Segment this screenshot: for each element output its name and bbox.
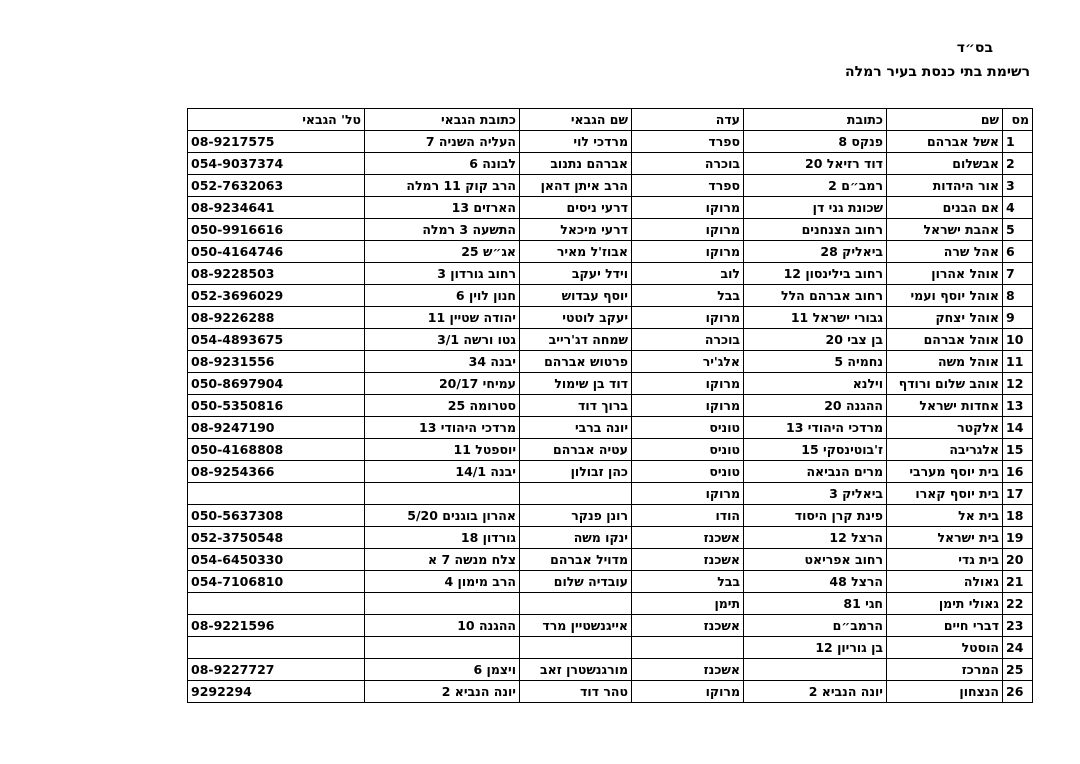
cell-gabbai-name [520, 593, 632, 615]
cell-number: 7 [1003, 263, 1033, 285]
table-row [188, 593, 1033, 615]
cell-community: הודו [632, 505, 744, 527]
cell-address: בן צבי 20 [744, 329, 887, 351]
cell-number: 23 [1003, 615, 1033, 637]
cell-address: שכונת גני דן [744, 197, 887, 219]
column-header-community: עדה [632, 109, 744, 131]
cell-number: 25 [1003, 659, 1033, 681]
cell-number: 26 [1003, 681, 1033, 703]
cell-community: אשכנז [632, 615, 744, 637]
cell-address: ההגנה 20 [744, 395, 887, 417]
cell-gabbai-phone: 08-9217575 [188, 131, 365, 153]
table-row [188, 373, 1033, 395]
table-row [188, 549, 1033, 571]
cell-gabbai-phone: 08-9234641 [188, 197, 365, 219]
cell-name: אוהל יצחק [887, 307, 1003, 329]
cell-community: לוב [632, 263, 744, 285]
cell-name: בית יוסף קארו [887, 483, 1003, 505]
cell-number: 13 [1003, 395, 1033, 417]
cell-name: בית יוסף מערבי [887, 461, 1003, 483]
table-row [188, 219, 1033, 241]
cell-community: ספרד [632, 131, 744, 153]
column-header-gabbai-phone: טל' הגבאי [188, 109, 365, 131]
cell-number: 8 [1003, 285, 1033, 307]
cell-gabbai-phone: 054-4893675 [188, 329, 365, 351]
table-row [188, 681, 1033, 703]
table-row [188, 131, 1033, 153]
cell-gabbai-name: יונה ברבי [520, 417, 632, 439]
cell-community: טוניס [632, 439, 744, 461]
cell-gabbai-phone: 052-3750548 [188, 527, 365, 549]
cell-number: 17 [1003, 483, 1033, 505]
cell-number: 5 [1003, 219, 1033, 241]
cell-gabbai-address: עמיחי 20/17 [365, 373, 520, 395]
cell-address: ביאליק 3 [744, 483, 887, 505]
cell-community: מרוקו [632, 241, 744, 263]
cell-gabbai-phone: 08-9247190 [188, 417, 365, 439]
cell-name: הוסטל [887, 637, 1003, 659]
table-row [188, 439, 1033, 461]
cell-name: בית אל [887, 505, 1003, 527]
table-row [188, 615, 1033, 637]
cell-community: אלג'יר [632, 351, 744, 373]
cell-gabbai-name: דוד בן שימול [520, 373, 632, 395]
cell-gabbai-address: יהודה שטיין 11 [365, 307, 520, 329]
cell-number: 15 [1003, 439, 1033, 461]
cell-community: אשכנז [632, 527, 744, 549]
cell-community [632, 637, 744, 659]
cell-name: אוהל אהרון [887, 263, 1003, 285]
table-row [188, 329, 1033, 351]
cell-gabbai-name: דרעי ניסים [520, 197, 632, 219]
cell-name: אם הבנים [887, 197, 1003, 219]
table-row [188, 241, 1033, 263]
table-row [188, 659, 1033, 681]
cell-gabbai-address: גורדון 18 [365, 527, 520, 549]
cell-gabbai-name: כהן זבולון [520, 461, 632, 483]
cell-gabbai-phone: 052-7632063 [188, 175, 365, 197]
cell-name: אהל שרה [887, 241, 1003, 263]
cell-gabbai-address: יבנה 34 [365, 351, 520, 373]
table-row [188, 175, 1033, 197]
cell-address: רחוב אברהם הלל [744, 285, 887, 307]
table-row [188, 417, 1033, 439]
synagogue-table [187, 108, 1033, 703]
cell-gabbai-phone: 050-4168808 [188, 439, 365, 461]
cell-address: בן גוריון 12 [744, 637, 887, 659]
cell-gabbai-address: הארזים 13 [365, 197, 520, 219]
cell-name: אוהב שלום ורודף [887, 373, 1003, 395]
column-header-address: כתובת [744, 109, 887, 131]
table-row [188, 285, 1033, 307]
cell-number: 19 [1003, 527, 1033, 549]
table-row [188, 263, 1033, 285]
cell-community: אשכנז [632, 549, 744, 571]
cell-gabbai-name: מרדכי לוי [520, 131, 632, 153]
table-header-row [188, 109, 1033, 131]
column-header-name: שם [887, 109, 1003, 131]
cell-gabbai-phone: 054-7106810 [188, 571, 365, 593]
cell-gabbai-address: רחוב גורדון 3 [365, 263, 520, 285]
cell-gabbai-address: יבנה 14/1 [365, 461, 520, 483]
cell-name: גאולה [887, 571, 1003, 593]
cell-address [744, 659, 887, 681]
cell-gabbai-phone: 050-9916616 [188, 219, 365, 241]
cell-number: 16 [1003, 461, 1033, 483]
cell-address: הרצל 48 [744, 571, 887, 593]
column-header-gabbai-address: כתובת הגבאי [365, 109, 520, 131]
cell-community: בוכרה [632, 153, 744, 175]
cell-community: טוניס [632, 461, 744, 483]
cell-number: 20 [1003, 549, 1033, 571]
cell-gabbai-name: מדויל אברהם [520, 549, 632, 571]
cell-gabbai-address: אג״ש 25 [365, 241, 520, 263]
cell-gabbai-name: יעקב לוטטי [520, 307, 632, 329]
cell-gabbai-name: יוסף עבדוש [520, 285, 632, 307]
document-header: בס״ד [956, 40, 993, 56]
cell-number: 1 [1003, 131, 1033, 153]
table-row [188, 395, 1033, 417]
cell-address: רחוב הצנחנים [744, 219, 887, 241]
cell-address: גבורי ישראל 11 [744, 307, 887, 329]
cell-community: מרוקו [632, 219, 744, 241]
table-row [188, 153, 1033, 175]
cell-community: מרוקו [632, 373, 744, 395]
cell-gabbai-name: הרב איתן דהאן [520, 175, 632, 197]
cell-gabbai-name: שמחה דג'רייב [520, 329, 632, 351]
cell-number: 3 [1003, 175, 1033, 197]
cell-name: אחדות ישראל [887, 395, 1003, 417]
cell-address: דוד רזיאל 20 [744, 153, 887, 175]
cell-name: אלגריבה [887, 439, 1003, 461]
cell-gabbai-address: ויצמן 6 [365, 659, 520, 681]
cell-community: ספרד [632, 175, 744, 197]
cell-address: רחוב אפריאט [744, 549, 887, 571]
cell-number: 14 [1003, 417, 1033, 439]
cell-gabbai-address: לבונה 6 [365, 153, 520, 175]
cell-number: 18 [1003, 505, 1033, 527]
cell-gabbai-phone: 050-5350816 [188, 395, 365, 417]
cell-gabbai-address [365, 483, 520, 505]
cell-gabbai-address [365, 637, 520, 659]
cell-gabbai-phone: 054-6450330 [188, 549, 365, 571]
cell-gabbai-address: יוספטל 11 [365, 439, 520, 461]
cell-address: ביאליק 28 [744, 241, 887, 263]
cell-community: תימן [632, 593, 744, 615]
cell-address: מרים הנביאה [744, 461, 887, 483]
cell-gabbai-address [365, 593, 520, 615]
column-header-number: מס [1003, 109, 1033, 131]
table-row [188, 197, 1033, 219]
cell-gabbai-address: יונה הנביא 2 [365, 681, 520, 703]
cell-name: אור היהדות [887, 175, 1003, 197]
cell-name: אוהל משה [887, 351, 1003, 373]
cell-gabbai-address: צלח מנשה 7 א [365, 549, 520, 571]
cell-gabbai-name: אבוז'ל מאיר [520, 241, 632, 263]
cell-gabbai-name: ברוך דוד [520, 395, 632, 417]
table-row [188, 571, 1033, 593]
cell-gabbai-phone: 050-5637308 [188, 505, 365, 527]
table-row [188, 483, 1033, 505]
table-row [188, 307, 1033, 329]
cell-gabbai-phone: 054-9037374 [188, 153, 365, 175]
cell-address: וילנא [744, 373, 887, 395]
cell-number: 2 [1003, 153, 1033, 175]
cell-name: אשל אברהם [887, 131, 1003, 153]
cell-gabbai-phone: 050-4164746 [188, 241, 365, 263]
table-row [188, 637, 1033, 659]
cell-address: הרמב״ם [744, 615, 887, 637]
cell-gabbai-phone: 050-8697904 [188, 373, 365, 395]
cell-address: פנקס 8 [744, 131, 887, 153]
cell-gabbai-address: אהרון בוגנים 5/20 [365, 505, 520, 527]
cell-name: בית ישראל [887, 527, 1003, 549]
cell-gabbai-name: ינקו משה [520, 527, 632, 549]
cell-address: נחמיה 5 [744, 351, 887, 373]
cell-gabbai-address: ההגנה 10 [365, 615, 520, 637]
cell-community: מרוקו [632, 307, 744, 329]
cell-gabbai-name [520, 483, 632, 505]
cell-gabbai-address: סטרומה 25 [365, 395, 520, 417]
cell-community: טוניס [632, 417, 744, 439]
cell-gabbai-name: וידל יעקב [520, 263, 632, 285]
cell-name: הנצחון [887, 681, 1003, 703]
cell-name: אוהל יוסף ועמי [887, 285, 1003, 307]
cell-gabbai-name: עובדיה שלום [520, 571, 632, 593]
cell-number: 22 [1003, 593, 1033, 615]
cell-gabbai-phone [188, 637, 365, 659]
cell-number: 12 [1003, 373, 1033, 395]
cell-gabbai-address: הרב קוק 11 רמלה [365, 175, 520, 197]
cell-number: 24 [1003, 637, 1033, 659]
cell-name: אוהל אברהם [887, 329, 1003, 351]
cell-address: רחוב בילינסון 12 [744, 263, 887, 285]
cell-gabbai-phone [188, 593, 365, 615]
cell-number: 21 [1003, 571, 1033, 593]
cell-gabbai-name: רונן פנקר [520, 505, 632, 527]
cell-community: אשכנז [632, 659, 744, 681]
cell-community: מרוקו [632, 483, 744, 505]
cell-gabbai-address: העליה השניה 7 [365, 131, 520, 153]
cell-community: בבל [632, 285, 744, 307]
table-row [188, 527, 1033, 549]
cell-name: אהבת ישראל [887, 219, 1003, 241]
cell-address: רמב״ם 2 [744, 175, 887, 197]
cell-number: 6 [1003, 241, 1033, 263]
cell-gabbai-name: פרטוש אברהם [520, 351, 632, 373]
cell-address: פינת קרן היסוד [744, 505, 887, 527]
cell-number: 11 [1003, 351, 1033, 373]
cell-address: הרצל 12 [744, 527, 887, 549]
cell-gabbai-phone: 9292294 [188, 681, 365, 703]
cell-name: המרכז [887, 659, 1003, 681]
cell-number: 10 [1003, 329, 1033, 351]
cell-name: דברי חיים [887, 615, 1003, 637]
cell-gabbai-name: דרעי מיכאל [520, 219, 632, 241]
cell-gabbai-name [520, 637, 632, 659]
cell-gabbai-phone: 08-9221596 [188, 615, 365, 637]
cell-gabbai-phone [188, 483, 365, 505]
cell-gabbai-phone: 08-9227727 [188, 659, 365, 681]
cell-gabbai-address: התשעה 3 רמלה [365, 219, 520, 241]
cell-address: חגי 81 [744, 593, 887, 615]
cell-number: 4 [1003, 197, 1033, 219]
cell-gabbai-name: טהר דוד [520, 681, 632, 703]
cell-address: מרדכי היהודי 13 [744, 417, 887, 439]
cell-gabbai-address: גטו ורשה 3/1 [365, 329, 520, 351]
cell-gabbai-phone: 08-9254366 [188, 461, 365, 483]
cell-gabbai-address: מרדכי היהודי 13 [365, 417, 520, 439]
cell-community: מרוקו [632, 395, 744, 417]
table-body [188, 131, 1033, 703]
table-row [188, 351, 1033, 373]
cell-community: מרוקו [632, 681, 744, 703]
cell-name: אלקטר [887, 417, 1003, 439]
cell-community: בוכרה [632, 329, 744, 351]
cell-gabbai-phone: 08-9231556 [188, 351, 365, 373]
cell-gabbai-name: מורגנשטרן זאב [520, 659, 632, 681]
cell-name: אבשלום [887, 153, 1003, 175]
cell-gabbai-name: עטיה אברהם [520, 439, 632, 461]
cell-gabbai-address: הרב מימון 4 [365, 571, 520, 593]
column-header-gabbai-name: שם הגבאי [520, 109, 632, 131]
cell-gabbai-phone: 08-9226288 [188, 307, 365, 329]
cell-address: יונה הנביא 2 [744, 681, 887, 703]
cell-number: 9 [1003, 307, 1033, 329]
cell-gabbai-phone: 052-3696029 [188, 285, 365, 307]
cell-community: בבל [632, 571, 744, 593]
cell-gabbai-name: אברהם נתנוב [520, 153, 632, 175]
cell-gabbai-phone: 08-9228503 [188, 263, 365, 285]
cell-address: ז'בוטינסקי 15 [744, 439, 887, 461]
document-title: רשימת בתי כנסת בעיר רמלה [845, 64, 1030, 80]
cell-gabbai-name: אייגנשטיין מרד [520, 615, 632, 637]
cell-name: גאולי תימן [887, 593, 1003, 615]
cell-community: מרוקו [632, 197, 744, 219]
cell-gabbai-address: חנון לוין 6 [365, 285, 520, 307]
table-row [188, 505, 1033, 527]
table-row [188, 461, 1033, 483]
cell-name: בית גדי [887, 549, 1003, 571]
